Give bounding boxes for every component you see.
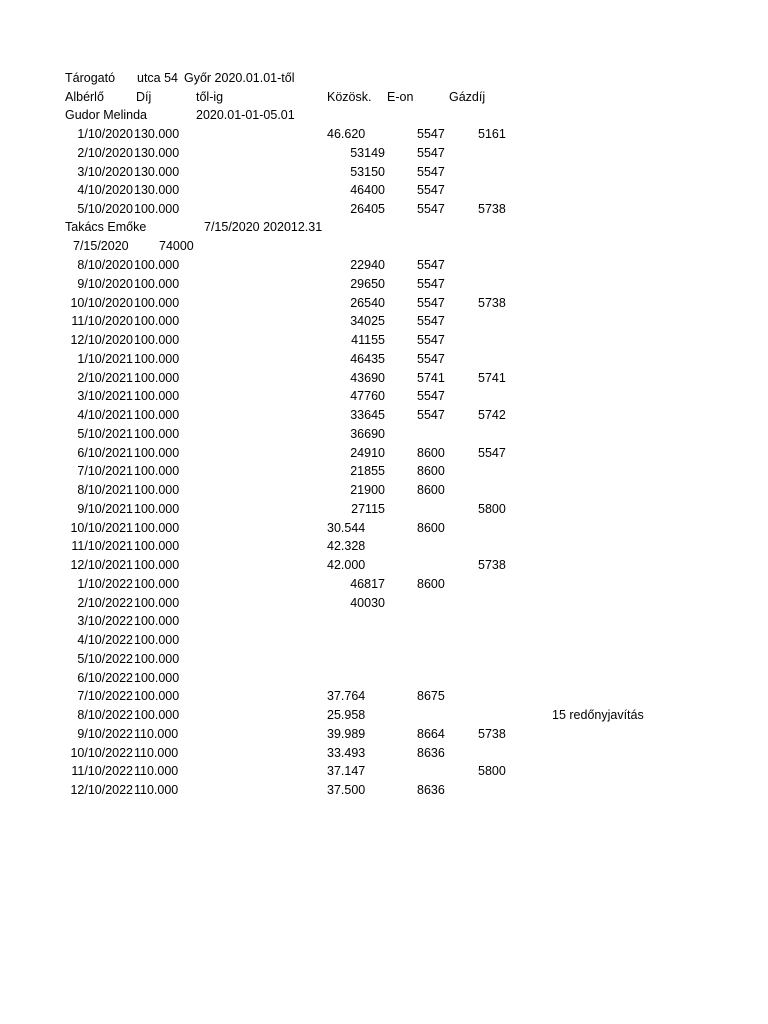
row-common: 46817 xyxy=(350,576,385,591)
row-gas: 5738 xyxy=(478,295,506,310)
table-row xyxy=(0,256,768,274)
row-date: 12/10/2021 xyxy=(70,558,133,572)
table-row xyxy=(0,500,768,518)
table-row xyxy=(0,575,768,593)
row-date: 6/10/2022 xyxy=(77,670,133,685)
row-date: 1/10/2022 xyxy=(77,576,133,591)
row-date: 9/10/2021 xyxy=(77,501,133,516)
row-common: 53150 xyxy=(350,164,385,179)
row-common: 33645 xyxy=(350,408,385,422)
row-date: 11/10/2020 xyxy=(71,314,133,329)
table-row xyxy=(0,594,768,612)
row-gas: 5738 xyxy=(478,558,506,572)
col-gas: Gázdíj xyxy=(449,90,486,104)
row-common: 29650 xyxy=(350,276,385,291)
tenant-period: 7/15/2020 202012.31 xyxy=(204,220,323,234)
tenant-extra-amount: 74000 xyxy=(159,239,194,253)
row-fee: 110.000 xyxy=(134,764,179,779)
row-eon: 5547 xyxy=(417,408,445,422)
table-row xyxy=(0,650,768,668)
table-row xyxy=(0,369,768,387)
row-common: 27115 xyxy=(351,501,385,516)
table-row xyxy=(0,144,768,162)
table-row xyxy=(0,519,768,537)
table-row xyxy=(0,406,768,424)
row-date: 12/10/2022 xyxy=(70,783,133,797)
row-common: 33.493 xyxy=(327,745,366,760)
col-fee: Díj xyxy=(136,90,152,104)
row-common: 21855 xyxy=(350,464,385,479)
header-row xyxy=(0,69,768,87)
row-fee: 100.000 xyxy=(134,276,180,291)
row-date: 5/10/2020 xyxy=(77,202,133,216)
row-common: 46435 xyxy=(350,351,385,366)
table-row xyxy=(0,331,768,349)
row-date: 4/10/2020 xyxy=(77,183,133,198)
row-date: 2/10/2021 xyxy=(77,370,133,385)
col-common: Közösk. xyxy=(327,90,372,104)
row-fee: 100.000 xyxy=(134,370,180,385)
row-common: 46.620 xyxy=(327,127,366,141)
row-fee: 100.000 xyxy=(134,595,180,610)
row-date: 5/10/2021 xyxy=(77,426,133,441)
row-eon: 5547 xyxy=(417,202,445,216)
row-common: 26405 xyxy=(350,202,385,216)
row-common: 34025 xyxy=(350,314,385,329)
row-fee: 100.000 xyxy=(134,670,180,685)
row-eon: 5547 xyxy=(417,183,445,198)
row-date: 5/10/2022 xyxy=(77,651,133,666)
row-common: 37.147 xyxy=(327,764,366,779)
row-eon: 5547 xyxy=(417,145,445,160)
table-row xyxy=(0,612,768,630)
row-date: 10/10/2020 xyxy=(70,295,133,310)
row-gas: 5738 xyxy=(478,726,506,741)
row-fee: 100.000 xyxy=(134,464,180,479)
row-fee: 100.000 xyxy=(134,426,180,441)
row-date: 11/10/2022 xyxy=(71,764,133,779)
row-eon: 5547 xyxy=(417,389,445,404)
row-common: 47760 xyxy=(350,389,385,404)
row-fee: 110.000 xyxy=(134,745,179,760)
row-fee: 100.000 xyxy=(134,708,180,722)
row-common: 43690 xyxy=(350,370,385,385)
tenant-name: Takács Emőke xyxy=(65,220,147,234)
row-eon: 8600 xyxy=(417,464,445,479)
row-eon: 8600 xyxy=(417,576,445,591)
row-date: 7/10/2021 xyxy=(77,464,133,479)
row-gas: 5741 xyxy=(478,370,506,385)
table-row xyxy=(0,781,768,799)
row-note: 15 redőnyjavítás xyxy=(552,708,644,722)
table-row xyxy=(0,537,768,555)
row-gas: 5738 xyxy=(478,202,506,216)
row-fee: 130.000 xyxy=(134,183,180,198)
table-row xyxy=(0,725,768,743)
row-common: 42.000 xyxy=(327,558,366,572)
table-row xyxy=(0,163,768,181)
row-common: 30.544 xyxy=(327,520,366,535)
row-date: 8/10/2021 xyxy=(77,483,133,497)
row-common: 40030 xyxy=(350,595,385,610)
row-date: 4/10/2021 xyxy=(77,408,133,422)
row-date: 8/10/2022 xyxy=(77,708,133,722)
row-eon: 5547 xyxy=(417,164,445,179)
row-date: 10/10/2022 xyxy=(70,745,133,760)
table-row xyxy=(0,350,768,368)
row-eon: 5741 xyxy=(417,370,445,385)
table-row xyxy=(0,294,768,312)
row-fee: 100.000 xyxy=(134,202,180,216)
table-row xyxy=(0,312,768,330)
row-date: 1/10/2021 xyxy=(77,351,133,366)
table-row xyxy=(0,687,768,705)
row-eon: 5547 xyxy=(417,127,445,141)
table-row xyxy=(0,762,768,780)
row-common: 21900 xyxy=(350,483,385,497)
row-common: 41155 xyxy=(351,333,385,347)
row-fee: 100.000 xyxy=(134,539,180,554)
tenant-name: Gudor Melinda xyxy=(65,108,147,122)
row-date: 9/10/2020 xyxy=(77,276,133,291)
row-common: 36690 xyxy=(350,426,385,441)
row-date: 12/10/2020 xyxy=(70,333,133,347)
row-date: 8/10/2020 xyxy=(77,258,133,272)
row-gas: 5161 xyxy=(478,127,506,141)
row-eon: 8636 xyxy=(417,745,445,760)
row-date: 11/10/2021 xyxy=(71,539,133,554)
column-header-row xyxy=(0,88,768,106)
row-fee: 100.000 xyxy=(134,351,180,366)
street-name: Tárogató xyxy=(65,71,116,85)
row-fee: 130.000 xyxy=(134,145,180,160)
tenant-row-1 xyxy=(0,106,768,124)
table-row xyxy=(0,631,768,649)
row-fee: 100.000 xyxy=(134,295,180,310)
row-date: 3/10/2022 xyxy=(77,614,133,629)
row-fee: 100.000 xyxy=(134,333,180,347)
row-fee: 100.000 xyxy=(134,689,180,704)
row-date: 6/10/2021 xyxy=(77,445,133,460)
row-date: 1/10/2020 xyxy=(77,127,133,141)
table-row xyxy=(0,125,768,143)
col-period: től-ig xyxy=(196,90,224,104)
row-eon: 5547 xyxy=(417,258,445,272)
table-row xyxy=(0,744,768,762)
row-fee: 100.000 xyxy=(134,558,180,572)
row-eon: 5547 xyxy=(417,276,445,291)
row-eon: 5547 xyxy=(417,295,445,310)
row-date: 3/10/2021 xyxy=(77,389,133,404)
tenant-row-2 xyxy=(0,218,768,236)
row-common: 39.989 xyxy=(327,726,366,741)
row-gas: 5800 xyxy=(478,764,506,779)
row-fee: 100.000 xyxy=(134,614,180,629)
row-eon: 8675 xyxy=(417,689,445,704)
city-date: Győr 2020.01.01-től xyxy=(184,71,295,85)
row-eon: 5547 xyxy=(417,314,445,329)
row-date: 9/10/2022 xyxy=(77,726,133,741)
row-date: 4/10/2022 xyxy=(77,633,133,647)
table-row xyxy=(0,481,768,499)
table-row xyxy=(0,462,768,480)
table-row xyxy=(0,275,768,293)
row-common: 24910 xyxy=(350,445,385,460)
table-row xyxy=(0,669,768,687)
row-fee: 100.000 xyxy=(134,389,180,404)
tenant-extra-date: 7/15/2020 xyxy=(73,239,129,253)
row-fee: 130.000 xyxy=(134,164,180,179)
row-common: 25.958 xyxy=(327,708,366,722)
row-common: 42.328 xyxy=(327,539,366,554)
table-row xyxy=(0,181,768,199)
row-eon: 5547 xyxy=(417,351,445,366)
row-gas: 5547 xyxy=(478,445,506,460)
row-fee: 100.000 xyxy=(134,520,180,535)
row-date: 2/10/2022 xyxy=(77,595,133,610)
row-common: 22940 xyxy=(350,258,385,272)
row-fee: 130.000 xyxy=(134,127,180,141)
tenant-period: 2020.01-01-05.01 xyxy=(196,108,295,122)
street-number: utca 54 xyxy=(137,71,179,85)
row-fee: 100.000 xyxy=(134,576,180,591)
row-date: 7/10/2022 xyxy=(77,689,133,704)
row-common: 37.764 xyxy=(327,689,366,704)
row-fee: 100.000 xyxy=(134,258,180,272)
table-row xyxy=(0,425,768,443)
table-row xyxy=(0,444,768,462)
row-fee: 110.000 xyxy=(134,726,179,741)
col-tenant: Albérlő xyxy=(65,90,104,104)
row-fee: 110.000 xyxy=(134,783,179,797)
row-gas: 5742 xyxy=(478,408,506,422)
row-fee: 100.000 xyxy=(134,633,180,647)
row-fee: 100.000 xyxy=(134,501,180,516)
row-eon: 8600 xyxy=(417,520,445,535)
row-date: 10/10/2021 xyxy=(70,520,133,535)
table-row xyxy=(0,556,768,574)
row-eon: 8600 xyxy=(417,483,445,497)
col-eon: E-on xyxy=(387,90,414,104)
row-fee: 100.000 xyxy=(134,445,180,460)
row-date: 3/10/2020 xyxy=(77,164,133,179)
row-common: 26540 xyxy=(350,295,385,310)
table-row xyxy=(0,200,768,218)
row-date: 2/10/2020 xyxy=(77,145,133,160)
row-eon: 8664 xyxy=(417,726,445,741)
row-eon: 8636 xyxy=(417,783,445,797)
row-eon: 8600 xyxy=(417,445,445,460)
row-fee: 100.000 xyxy=(134,408,180,422)
table-row xyxy=(0,387,768,405)
row-common: 37.500 xyxy=(327,783,366,797)
table-row xyxy=(0,706,768,724)
row-fee: 100.000 xyxy=(134,483,180,497)
row-fee: 100.000 xyxy=(134,314,180,329)
row-common: 53149 xyxy=(350,145,385,160)
row-eon: 5547 xyxy=(417,333,445,347)
row-common: 46400 xyxy=(350,183,385,198)
row-fee: 100.000 xyxy=(134,651,180,666)
tenant-extra-row xyxy=(0,237,768,255)
row-gas: 5800 xyxy=(478,501,506,516)
